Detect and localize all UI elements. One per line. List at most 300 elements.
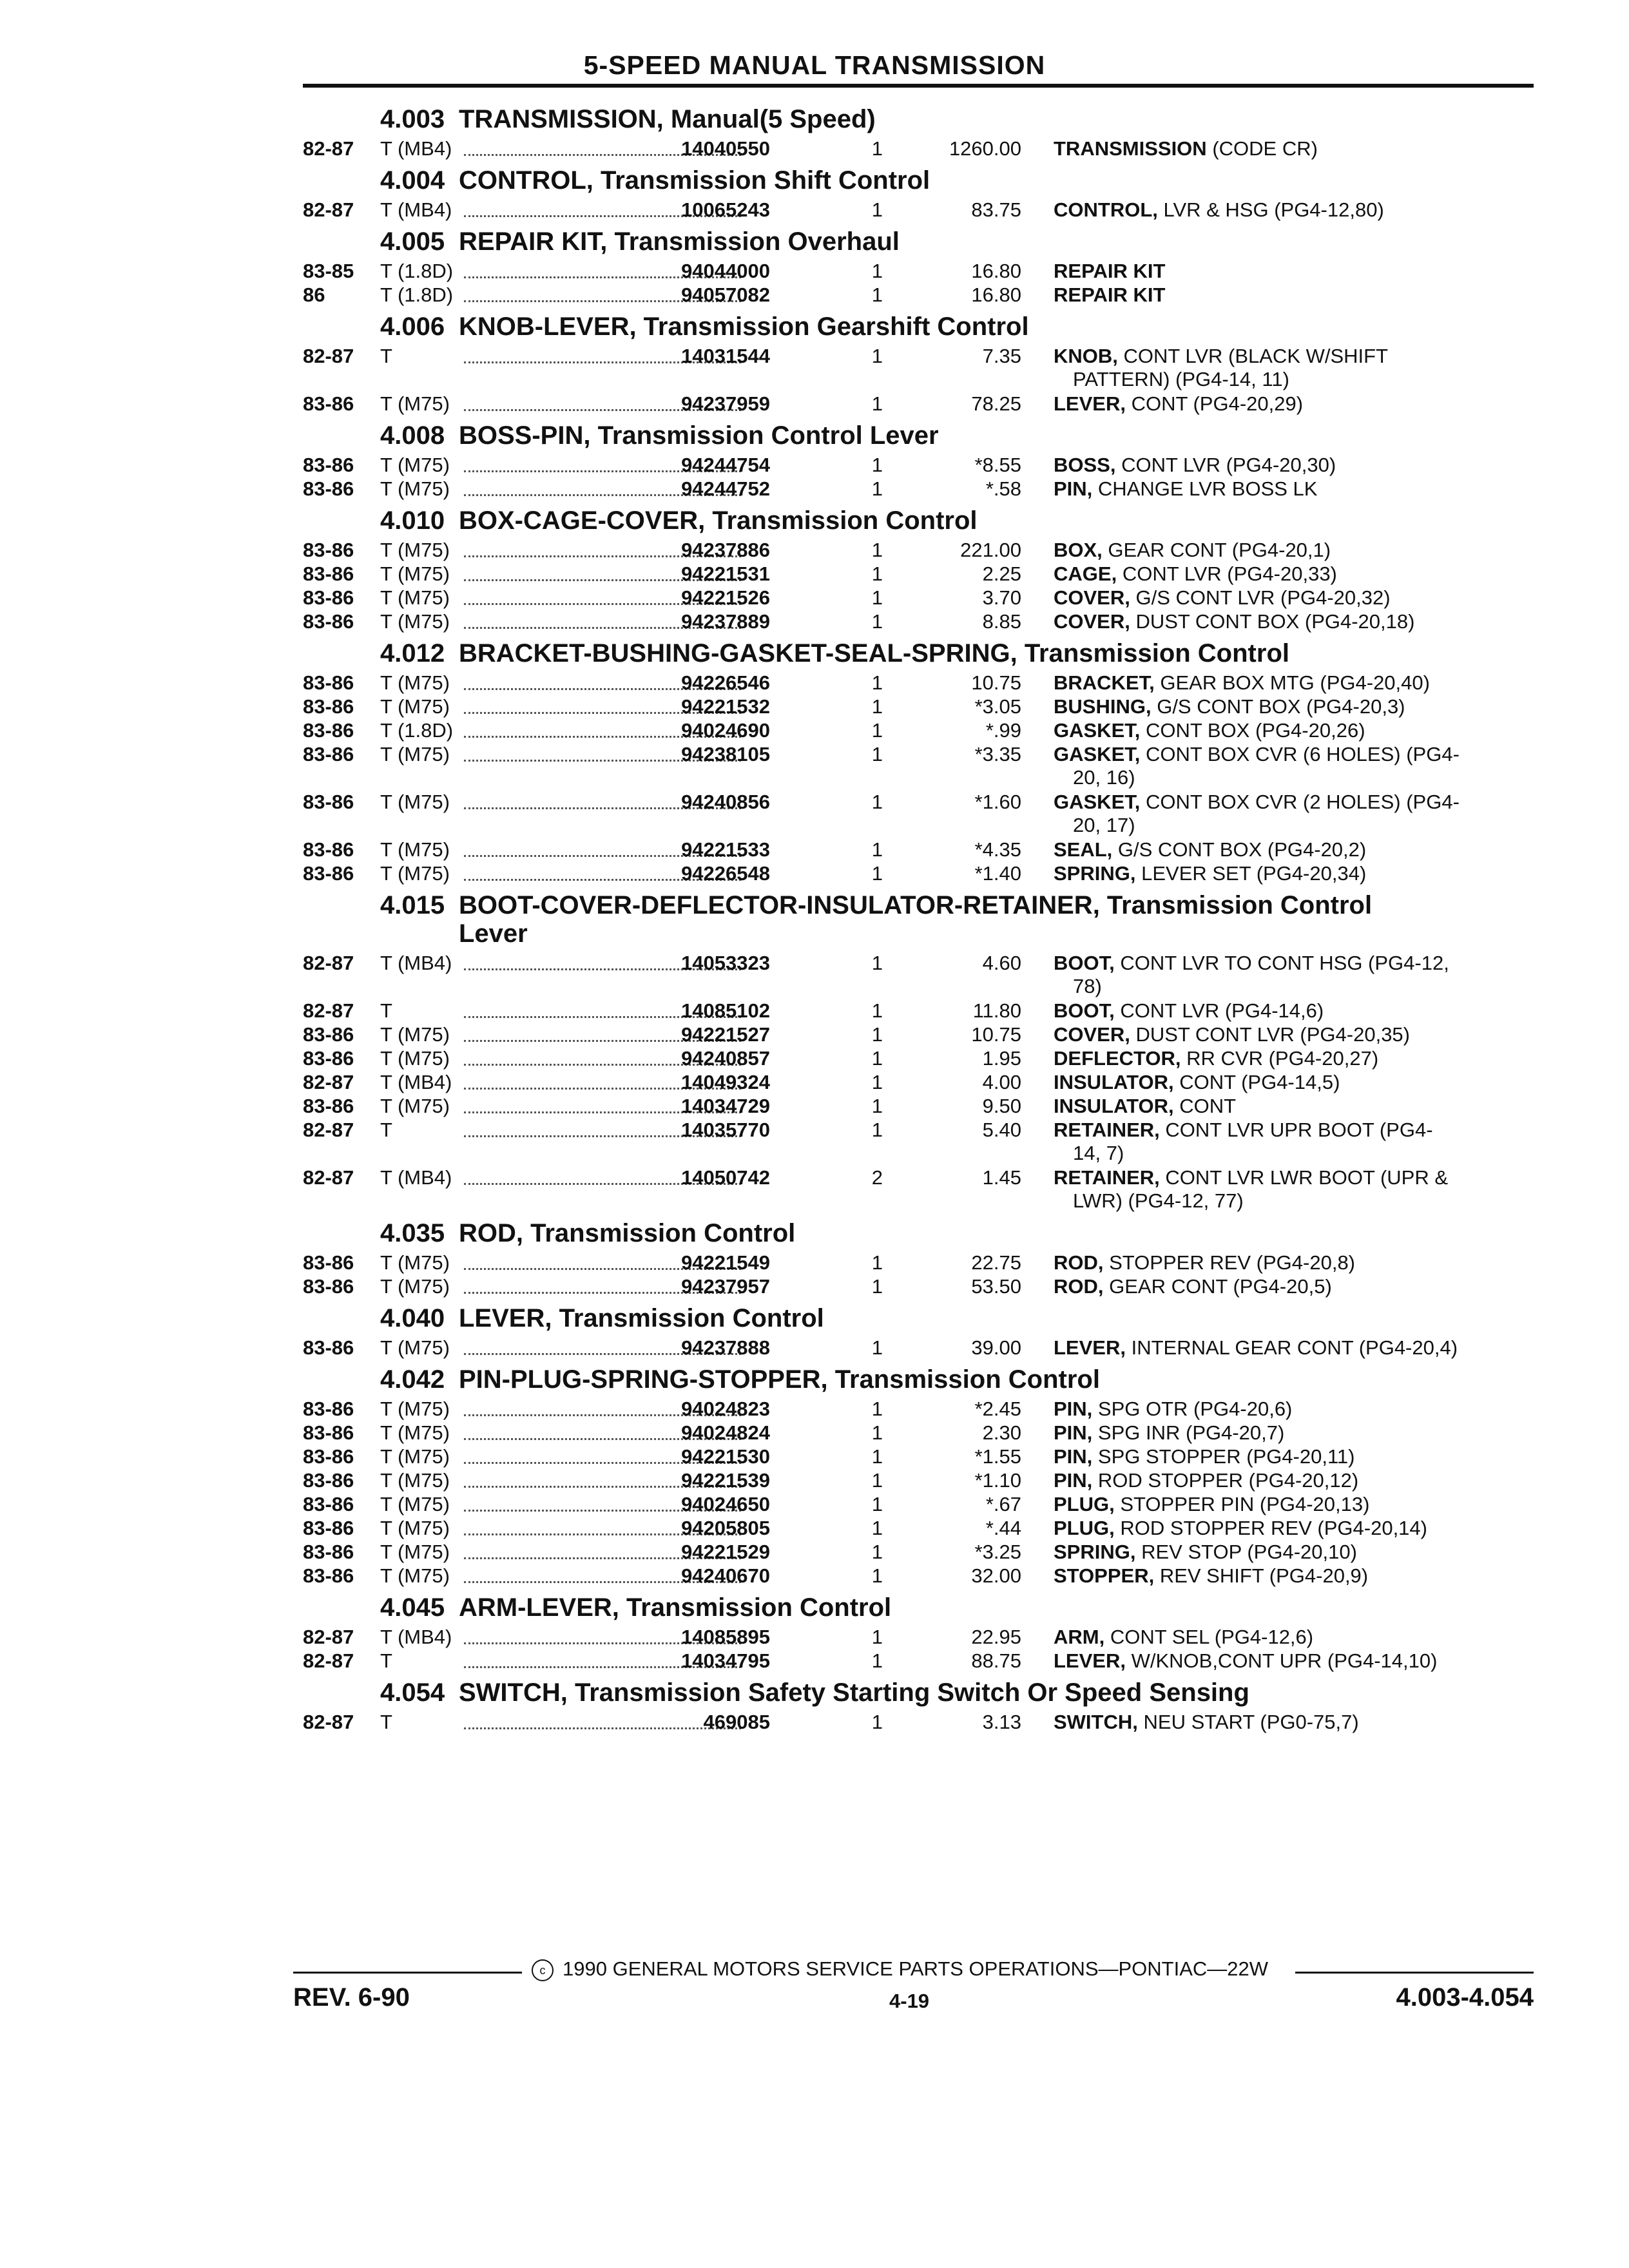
part-description <box>1054 539 1530 562</box>
part-detail: GEAR CONT (PG4-20,1) <box>1108 539 1331 561</box>
part-row <box>303 1564 1534 1588</box>
model-years: 83-86 <box>303 539 354 561</box>
model-code: T (M75) <box>380 1493 450 1515</box>
price-text: *4.35 <box>974 838 1021 861</box>
part-number-text: 94221531 <box>681 562 770 585</box>
section-title: TRANSMISSION, Manual(5 Speed) <box>459 105 876 133</box>
part-number-text: 94024824 <box>681 1421 770 1444</box>
part-description <box>1054 610 1530 633</box>
model-years: 82-87 <box>303 952 354 974</box>
part-detail: CONT LVR (PG4-20,33) <box>1122 562 1337 585</box>
part-detail-cont: 78) <box>1073 975 1102 997</box>
part-detail: REV STOP (PG4-20,10) <box>1141 1541 1357 1563</box>
page-number: 4-19 <box>889 1990 930 2012</box>
price-text: *.58 <box>985 477 1021 500</box>
model-code: T (MB4) <box>380 198 452 221</box>
part-name: REPAIR KIT <box>1054 260 1166 282</box>
part-name: STOPPER, <box>1054 1564 1155 1587</box>
price-text: *1.60 <box>974 791 1021 813</box>
part-description <box>1054 1119 1530 1165</box>
part-row <box>303 284 1534 307</box>
part-description <box>1054 1071 1530 1094</box>
part-number-text: 94244752 <box>681 477 770 500</box>
part-description <box>1054 1166 1530 1213</box>
part-row <box>303 999 1534 1023</box>
section-title: PIN-PLUG-SPRING-STOPPER, Transmission Control <box>459 1365 1100 1394</box>
model-code: T (M75) <box>380 671 450 694</box>
quantity-text: 1 <box>871 743 883 765</box>
model-years: 83-86 <box>303 719 354 742</box>
quantity-text: 1 <box>871 1517 883 1539</box>
price-text: 78.25 <box>971 392 1021 415</box>
model-code: T (M75) <box>380 791 450 813</box>
part-description <box>1054 1517 1530 1540</box>
price-text: 3.70 <box>982 586 1021 609</box>
quantity-text: 1 <box>871 610 883 633</box>
quantity-text: 1 <box>871 1095 883 1117</box>
part-name: BOOT, <box>1054 999 1115 1022</box>
quantity-text: 1 <box>871 562 883 585</box>
part-row <box>303 1517 1534 1541</box>
part-description <box>1054 454 1530 477</box>
quantity-text: 1 <box>871 1071 883 1093</box>
section-title: BRACKET-BUSHING-GASKET-SEAL-SPRING, Transmission Control <box>459 639 1289 668</box>
model-code: T (M75) <box>380 562 450 585</box>
price-text: *.67 <box>985 1493 1021 1515</box>
part-description <box>1054 562 1530 586</box>
part-name: DEFLECTOR, <box>1054 1047 1181 1070</box>
part-description <box>1054 1445 1530 1468</box>
title-rule <box>303 84 1534 88</box>
part-name: TRANSMISSION <box>1054 137 1207 160</box>
part-description <box>1054 1047 1530 1070</box>
section-heading <box>303 634 1534 668</box>
part-detail: G/S CONT BOX (PG4-20,3) <box>1157 695 1405 718</box>
part-detail: (CODE CR) <box>1212 137 1318 160</box>
part-description <box>1054 1493 1530 1516</box>
part-row <box>303 610 1534 634</box>
revision-label: REV. 6-90 <box>293 1983 410 2012</box>
model-years: 83-86 <box>303 862 354 885</box>
part-row <box>303 1166 1534 1214</box>
part-number-text: 94221526 <box>681 586 770 609</box>
part-detail: REV SHIFT (PG4-20,9) <box>1159 1564 1369 1587</box>
section-number: 4.054 <box>380 1678 445 1707</box>
part-name: CONTROL, <box>1054 198 1158 221</box>
model-code: T (MB4) <box>380 1626 452 1648</box>
part-name: INSULATOR, <box>1054 1071 1174 1093</box>
part-detail: G/S CONT LVR (PG4-20,32) <box>1135 586 1391 609</box>
price-text: *.44 <box>985 1517 1021 1539</box>
part-description <box>1054 862 1530 885</box>
part-name: RETAINER, <box>1054 1166 1160 1189</box>
quantity-text: 1 <box>871 1445 883 1468</box>
part-number-text: 94221527 <box>681 1023 770 1046</box>
model-code: T (MB4) <box>380 1071 452 1093</box>
part-description <box>1054 198 1530 222</box>
section-number: 4.040 <box>380 1304 445 1332</box>
model-code: T (M75) <box>380 1095 450 1117</box>
price-text: 11.80 <box>972 999 1021 1022</box>
quantity-text: 1 <box>871 137 883 160</box>
quantity-text: 1 <box>871 1251 883 1274</box>
part-detail: GEAR CONT (PG4-20,5) <box>1109 1275 1332 1298</box>
part-detail: CONT LVR (PG4-20,30) <box>1121 454 1336 476</box>
part-row <box>303 1095 1534 1119</box>
quantity-text: 1 <box>871 1421 883 1444</box>
part-number-text: 14049324 <box>681 1071 770 1093</box>
section-number: 4.006 <box>380 312 445 341</box>
model-years: 82-87 <box>303 1626 354 1648</box>
model-years: 83-86 <box>303 1493 354 1515</box>
price-text: 53.50 <box>971 1275 1021 1298</box>
part-name: SWITCH, <box>1054 1711 1138 1733</box>
part-number-text: 94238105 <box>681 743 770 765</box>
part-name: REPAIR KIT <box>1054 284 1166 306</box>
model-years: 82-87 <box>303 1166 354 1189</box>
part-name: COVER, <box>1054 1023 1130 1046</box>
price-text: *2.45 <box>974 1398 1021 1420</box>
model-years: 83-86 <box>303 586 354 609</box>
model-years: 83-86 <box>303 1095 354 1117</box>
part-name: BUSHING, <box>1054 695 1152 718</box>
part-detail: CONT LVR UPR BOOT (PG4- <box>1165 1119 1433 1141</box>
part-description <box>1054 1251 1530 1274</box>
quantity-text: 1 <box>871 838 883 861</box>
quantity-text: 1 <box>871 586 883 609</box>
part-name: LEVER, <box>1054 1336 1126 1359</box>
price-text: 1.45 <box>982 1166 1021 1189</box>
part-description <box>1054 137 1530 160</box>
price-text: 83.75 <box>971 198 1021 221</box>
part-name: LEVER, <box>1054 1649 1126 1672</box>
part-name: BOOT, <box>1054 952 1115 974</box>
model-code: T (M75) <box>380 586 450 609</box>
quantity-text: 1 <box>871 1336 883 1359</box>
part-detail: STOPPER PIN (PG4-20,13) <box>1120 1493 1370 1515</box>
model-code: T <box>380 345 392 367</box>
model-years: 86 <box>303 284 325 306</box>
model-code: T (M75) <box>380 1564 450 1587</box>
part-row <box>303 345 1534 392</box>
part-number-text: 94237957 <box>681 1275 770 1298</box>
part-row <box>303 671 1534 695</box>
quantity-text: 1 <box>871 952 883 974</box>
section-number: 4.012 <box>380 639 445 668</box>
price-text: *3.35 <box>974 743 1021 765</box>
part-name: BOSS, <box>1054 454 1116 476</box>
model-code: T (M75) <box>380 1541 450 1563</box>
part-row <box>303 1469 1534 1493</box>
part-description <box>1054 345 1530 391</box>
part-name: PIN, <box>1054 1445 1093 1468</box>
section <box>303 501 1534 634</box>
part-description <box>1054 1541 1530 1564</box>
model-code: T (MB4) <box>380 1166 452 1189</box>
price-text: *1.55 <box>974 1445 1021 1468</box>
section-range: 4.003-4.054 <box>1396 1983 1534 2012</box>
part-row <box>303 198 1534 222</box>
model-years: 82-87 <box>303 345 354 367</box>
part-detail: CONT SEL (PG4-12,6) <box>1110 1626 1314 1648</box>
model-years: 83-86 <box>303 1251 354 1274</box>
quantity-text: 1 <box>871 539 883 561</box>
price-text: *3.25 <box>974 1541 1021 1563</box>
part-description <box>1054 284 1530 307</box>
section-heading <box>303 416 1534 450</box>
model-years: 82-87 <box>303 198 354 221</box>
part-description <box>1054 1626 1530 1649</box>
part-row <box>303 1711 1534 1735</box>
part-name: ROD, <box>1054 1251 1104 1274</box>
part-number-text: 94221530 <box>681 1445 770 1468</box>
section-title: BOX-CAGE-COVER, Transmission Control <box>459 506 978 535</box>
model-code: T (M75) <box>380 1251 450 1274</box>
price-text: 4.00 <box>982 1071 1021 1093</box>
part-row <box>303 539 1534 562</box>
model-years: 82-87 <box>303 1711 354 1733</box>
quantity-text: 1 <box>871 719 883 742</box>
quantity-text: 1 <box>871 1398 883 1420</box>
quantity-text: 1 <box>871 1626 883 1648</box>
model-years: 83-86 <box>303 1398 354 1420</box>
price-text: 5.40 <box>982 1119 1021 1141</box>
part-name: GASKET, <box>1054 743 1141 765</box>
part-detail: RR CVR (PG4-20,27) <box>1186 1047 1379 1070</box>
section <box>303 1360 1534 1588</box>
part-row <box>303 1493 1534 1517</box>
model-years: 83-86 <box>303 1336 354 1359</box>
model-code: T (MB4) <box>380 952 452 974</box>
section-number: 4.004 <box>380 166 445 195</box>
price-text: 22.75 <box>971 1251 1021 1274</box>
part-number-text: 14085895 <box>681 1626 770 1648</box>
part-description <box>1054 1275 1530 1298</box>
part-number-text: 94237889 <box>681 610 770 633</box>
model-code: T (M75) <box>380 1047 450 1070</box>
section-number: 4.042 <box>380 1365 445 1394</box>
part-number-text: 94240670 <box>681 1564 770 1587</box>
part-row <box>303 952 1534 999</box>
part-name: BRACKET, <box>1054 671 1155 694</box>
model-years: 83-86 <box>303 838 354 861</box>
part-description <box>1054 719 1530 742</box>
model-years: 83-86 <box>303 392 354 415</box>
part-name: KNOB, <box>1054 345 1118 367</box>
section <box>303 634 1534 886</box>
section-heading <box>303 501 1534 535</box>
part-description <box>1054 1336 1530 1360</box>
part-detail: ROD STOPPER (PG4-20,12) <box>1097 1469 1359 1492</box>
part-description <box>1054 838 1530 861</box>
part-number-text: 94240857 <box>681 1047 770 1070</box>
part-detail: SPG OTR (PG4-20,6) <box>1097 1398 1293 1420</box>
part-row <box>303 1023 1534 1047</box>
section-title: ARM-LEVER, Transmission Control <box>459 1593 892 1622</box>
part-number-text: 94237959 <box>681 392 770 415</box>
quantity-text: 1 <box>871 284 883 306</box>
part-detail: DUST CONT BOX (PG4-20,18) <box>1135 610 1415 633</box>
section-number: 4.003 <box>380 105 445 133</box>
section-heading <box>303 1673 1534 1707</box>
model-code: T (M75) <box>380 539 450 561</box>
part-detail: DUST CONT LVR (PG4-20,35) <box>1135 1023 1410 1046</box>
part-description <box>1054 477 1530 501</box>
part-name: PIN, <box>1054 477 1093 500</box>
part-number-text: 94221539 <box>681 1469 770 1492</box>
price-text: 7.35 <box>982 345 1021 367</box>
part-number-text: 14034729 <box>681 1095 770 1117</box>
section-title: SWITCH, Transmission Safety Starting Switch Or Speed Sensing <box>459 1678 1249 1707</box>
section-heading <box>303 307 1534 341</box>
section-title: ROD, Transmission Control <box>459 1219 796 1247</box>
part-row <box>303 743 1534 791</box>
part-description <box>1054 1469 1530 1492</box>
quantity-text: 1 <box>871 454 883 476</box>
section <box>303 1588 1534 1673</box>
part-row <box>303 562 1534 586</box>
model-code: T (1.8D) <box>380 284 454 306</box>
part-number-text: 14040550 <box>681 137 770 160</box>
price-text: 39.00 <box>971 1336 1021 1359</box>
part-description <box>1054 392 1530 416</box>
price-text: 10.75 <box>971 1023 1021 1046</box>
model-code: T (M75) <box>380 1421 450 1444</box>
quantity-text: 1 <box>871 1649 883 1672</box>
model-code: T <box>380 999 392 1022</box>
section <box>303 1673 1534 1735</box>
model-years: 83-86 <box>303 1421 354 1444</box>
part-number-text: 469085 <box>703 1711 770 1733</box>
quantity-text: 1 <box>871 477 883 500</box>
part-name: ARM, <box>1054 1626 1105 1648</box>
price-text: 2.30 <box>982 1421 1021 1444</box>
part-number-text: 94221549 <box>681 1251 770 1274</box>
part-detail: CONT BOX CVR (2 HOLES) (PG4- <box>1145 791 1460 813</box>
part-detail: CONT LVR (BLACK W/SHIFT <box>1123 345 1389 367</box>
model-code: T (M75) <box>380 392 450 415</box>
quantity-text: 1 <box>871 671 883 694</box>
section <box>303 1299 1534 1360</box>
part-description <box>1054 260 1530 283</box>
section <box>303 307 1534 416</box>
part-detail: GEAR BOX MTG (PG4-20,40) <box>1160 671 1430 694</box>
quantity-text: 1 <box>871 1493 883 1515</box>
part-description <box>1054 952 1530 998</box>
part-detail-cont: 14, 7) <box>1073 1142 1124 1164</box>
model-years: 83-86 <box>303 1469 354 1492</box>
quantity-text: 1 <box>871 791 883 813</box>
quantity-text: 1 <box>871 695 883 718</box>
part-detail: G/S CONT BOX (PG4-20,2) <box>1117 838 1367 861</box>
model-years: 82-87 <box>303 1071 354 1093</box>
price-text: *.99 <box>985 719 1021 742</box>
price-text: 16.80 <box>971 284 1021 306</box>
footer-copyright <box>532 1957 1268 1981</box>
section <box>303 222 1534 307</box>
part-row <box>303 719 1534 743</box>
model-code: T <box>380 1119 392 1141</box>
part-row <box>303 862 1534 886</box>
price-text: 32.00 <box>971 1564 1021 1587</box>
part-detail: CONT LVR LWR BOOT (UPR & <box>1165 1166 1449 1189</box>
model-years: 83-85 <box>303 260 354 282</box>
part-row <box>303 137 1534 161</box>
model-code: T (M75) <box>380 477 450 500</box>
part-description <box>1054 1398 1530 1421</box>
model-code: T (M75) <box>380 862 450 885</box>
part-number-text: 94221533 <box>681 838 770 861</box>
part-number-text: 94221529 <box>681 1541 770 1563</box>
model-code: T <box>380 1711 392 1733</box>
part-detail-cont: 20, 17) <box>1073 814 1135 836</box>
part-row <box>303 1445 1534 1469</box>
part-name: PIN, <box>1054 1421 1093 1444</box>
part-number-text: 94240856 <box>681 791 770 813</box>
section-title: BOSS-PIN, Transmission Control Lever <box>459 421 939 450</box>
section-heading <box>303 161 1534 195</box>
quantity-text: 1 <box>871 1564 883 1587</box>
price-text: 221.00 <box>960 539 1021 561</box>
section-number: 4.008 <box>380 421 445 450</box>
copyright-icon: c <box>532 1959 554 1981</box>
part-detail-cont: PATTERN) (PG4-14, 11) <box>1073 368 1289 390</box>
part-number-text: 94226548 <box>681 862 770 885</box>
model-years: 83-86 <box>303 743 354 765</box>
part-name: SPRING, <box>1054 1541 1136 1563</box>
section <box>303 161 1534 222</box>
model-years: 83-86 <box>303 1023 354 1046</box>
page-title: 5-SPEED MANUAL TRANSMISSION <box>583 50 1046 80</box>
quantity-text: 1 <box>871 1711 883 1733</box>
model-code: T <box>380 1649 392 1672</box>
section-title: REPAIR KIT, Transmission Overhaul <box>459 227 900 256</box>
price-text: 4.60 <box>982 952 1021 974</box>
part-name: BOX, <box>1054 539 1103 561</box>
section <box>303 886 1534 1214</box>
section-heading <box>303 1360 1534 1394</box>
quantity-text: 1 <box>871 260 883 282</box>
model-code: T (M75) <box>380 610 450 633</box>
part-name: PLUG, <box>1054 1517 1115 1539</box>
model-years: 82-87 <box>303 1649 354 1672</box>
part-number-text: 94221532 <box>681 695 770 718</box>
model-code: T (M75) <box>380 1469 450 1492</box>
quantity-text: 1 <box>871 198 883 221</box>
part-description <box>1054 743 1530 789</box>
price-text: 88.75 <box>971 1649 1021 1672</box>
part-number-text: 14034795 <box>681 1649 770 1672</box>
model-code: T (M75) <box>380 1517 450 1539</box>
quantity-text: 1 <box>871 1047 883 1070</box>
model-code: T (M75) <box>380 838 450 861</box>
part-name: PIN, <box>1054 1398 1093 1420</box>
model-years: 83-86 <box>303 791 354 813</box>
part-detail: SPG INR (PG4-20,7) <box>1097 1421 1285 1444</box>
model-code: T (1.8D) <box>380 260 454 282</box>
part-detail: W/KNOB,CONT UPR (PG4-14,10) <box>1131 1649 1438 1672</box>
part-number-text: 94226546 <box>681 671 770 694</box>
part-detail-cont: LWR) (PG4-12, 77) <box>1073 1189 1244 1212</box>
model-years: 83-86 <box>303 454 354 476</box>
quantity-text: 1 <box>871 1023 883 1046</box>
section-heading <box>303 886 1534 948</box>
part-name: GASKET, <box>1054 719 1141 742</box>
part-name: SEAL, <box>1054 838 1113 861</box>
quantity-text: 1 <box>871 999 883 1022</box>
section <box>303 100 1534 161</box>
model-code: T (M75) <box>380 1445 450 1468</box>
